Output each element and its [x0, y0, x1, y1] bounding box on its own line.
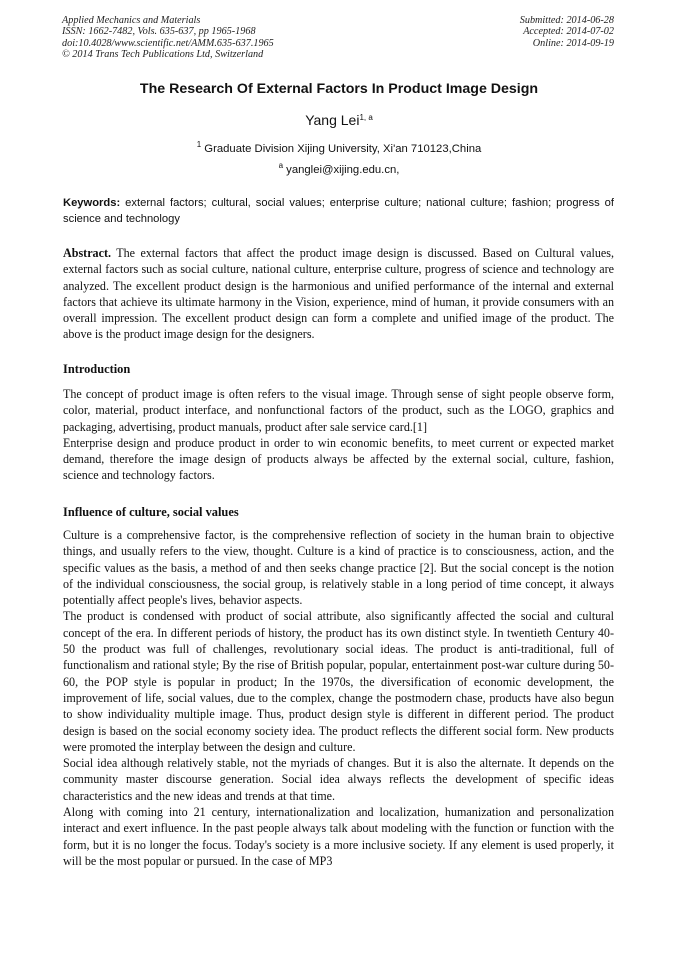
abstract-block [63, 245, 614, 343]
affiliation-line [0, 140, 678, 155]
affiliation-text: Graduate Division Xijing University, Xi'an 710123,China [201, 143, 482, 155]
culture-section-body [63, 527, 614, 869]
paragraph: Social idea although relatively stable, not the myriads of changes. But it is also the alternate. It depends on the community master discourse generation. Social idea always reflects the development of specific ideas characteristics and the new ideas and trends at that time. [63, 756, 614, 803]
journal-header-right [520, 15, 614, 49]
paragraph: Along with coming into 21 century, internationalization and localization, humanization and personalization interact and exert influence. In the past people always talk about modeling with the function or function with the form, but it is no longer the focus. Today's society is a more inclusive society. If any element is used properly, it will be the most popular or pursued. In the case of MP3 [63, 805, 614, 868]
author-line [0, 112, 678, 128]
author-name: Yang Lei [305, 112, 360, 128]
copyright-line: © 2014 Trans Tech Publications Ltd, Switzerland [62, 49, 264, 61]
affiliation-superscript: 1 [196, 140, 202, 149]
paragraph: The product is condensed with product of social attribute, also significantly affected the social and cultural concept of the era. In different periods of history, the product has its own distinct style. In twentieth Century 40-50 the product was full of challenges, revolutionary social ideas. The product is anti-traditional, full of functionalism and rational style; By the rise of British popular, popular, entertainment post-war culture during 50-60, the POP style is popular in product; In the 1970s, the diversification of economic development, the improvement of life, social values, due to the complex, change the postmodern chase, products have also begun to show individuality multiple image. Thus, product design style is different in different period. The product design is based on the social economy society idea. The product reflects the different social form. New products were promoted the interplay between the design and culture. [63, 609, 614, 754]
abstract-label: Abstract. [63, 246, 112, 260]
paragraph: Enterprise design and produce product in order to win economic benefits, to meet current or expected market demand, therefore the image design of products always be affected by the external social, culture, fashion, science and technology factors. [63, 435, 614, 483]
paragraph: Culture is a comprehensive factor, is the comprehensive reflection of society in the human brain to objective things, and usually refers to the view, thought. Culture is a kind of practice is to consciousness, action, and the specific values as the basis, a method of and then seeks change practice [2]. But the social concept is the notion of the individual consciousness, the social group, is relatively stable in a long period of time concept, it always potentially affect people's lives, behavior aspects. [63, 528, 614, 608]
accepted-date: Accepted: 2014-07-02 [523, 26, 614, 38]
paragraph: The concept of product image is often refers to the visual image. Through sense of sight people observe form, color, material, product interface, and nonfunctional factors of the product, such as the LOGO, graphics and packaging, advertising, product manuals, product after sale service card.[1] [63, 387, 614, 434]
keywords-block [63, 195, 614, 227]
online-date: Online: 2014-09-19 [532, 37, 614, 49]
paper-title: The Research Of External Factors In Product Image Design [139, 81, 539, 97]
keywords-text: external factors; cultural, social values; enterprise culture; national culture; fashion; progress of science and technology [63, 197, 614, 225]
introduction-heading: Introduction [63, 362, 131, 376]
culture-section-heading: Influence of culture, social values [63, 505, 239, 519]
introduction-body [63, 386, 614, 484]
journal-header-left [62, 15, 274, 61]
journal-name: Applied Mechanics and Materials [62, 15, 201, 26]
author-superscript: 1, a [359, 113, 373, 122]
doi-line: doi:10.4028/www.scientific.net/AMM.635-637.1965 [62, 37, 274, 49]
issn-line: ISSN: 1662-7482, Vols. 635-637, pp 1965-1968 [62, 26, 256, 38]
email-line [0, 161, 678, 176]
abstract-text: The external factors that affect the product image design is discussed. Based on Cultural values, external factors such as social culture, national culture, enterprise culture, progress of science and technology are analyzed. The excellent product design is the harmonious and unified performance of the internal and external factors that achieve its ultimate harmony in the Vision, experience, mind of human, it provide consumers with an overall impression. The excellent product design can form a complete and unified image of the product. The above is the product image design for the designers. [63, 246, 614, 342]
submitted-date: Submitted: 2014-06-28 [519, 15, 614, 26]
keywords-label: Keywords: [63, 197, 121, 209]
email-superscript: a [278, 161, 284, 170]
email-text: yanglei@xijing.edu.cn, [283, 164, 400, 176]
